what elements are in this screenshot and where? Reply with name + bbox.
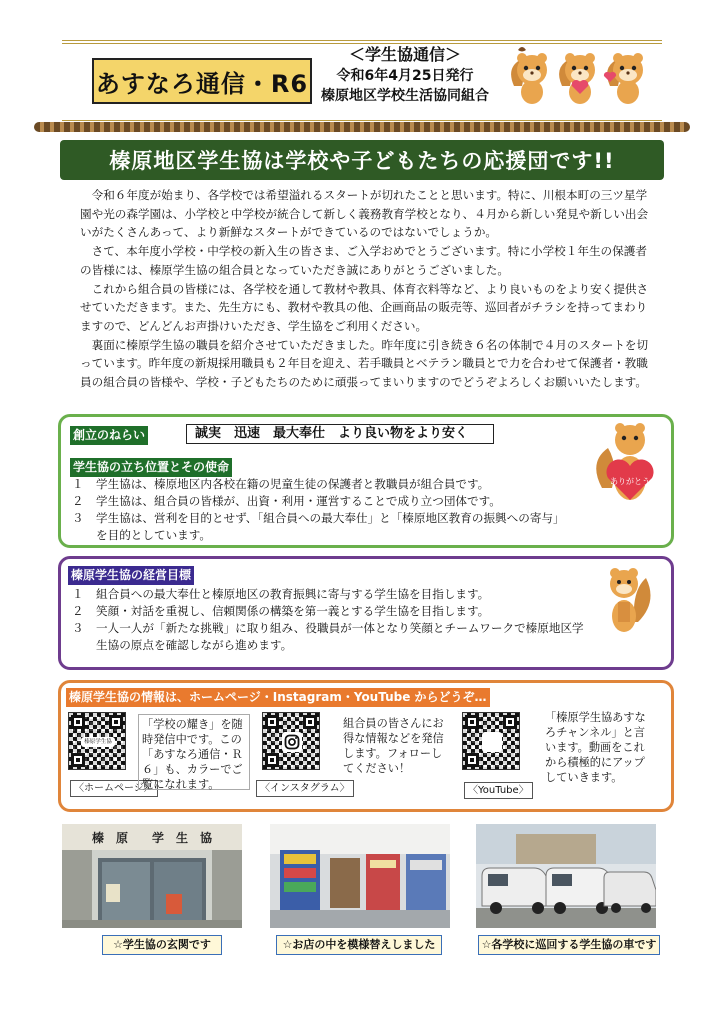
list-item (72, 603, 584, 620)
instagram-qr-code[interactable] (262, 712, 320, 770)
intro-paragraph: さて、本年度小学校・中学校の新入生の皆さま、ご入学おめでとうございます。特に小学校１年生の保護者の皆様には、榛原学生協の組合員となっていただき誠にありがとうございました。 (80, 244, 647, 277)
delivery-vans-photo (476, 824, 656, 928)
intro-paragraph: これから組合員の皆様には、各学校を通して教材や教具、体育衣料等など、より良いものをより安く提供させていただきます。また、先生方にも、教材や教具の他、企画商品の販売等、巡回者がチラシを持ってまわりますので、どんどんお声掛けいただき、学生協をご利用ください。 (80, 281, 649, 333)
intro-paragraph: 裏面に榛原学生協の職員を紹介させていただきました。昨年度に引き続き６名の体制で４月のスタートを切っています。昨年度の新規採用職員も２年目を迎え、若手職員とベテラン職員とで力を合わせて保護者・教職員の組合員の皆様や、学校・子どもたちのために頑張ってまいりますのでどうぞよろしくお願いいたします。 (80, 337, 649, 390)
list-number: ３ (72, 511, 84, 525)
list-number: １ (72, 587, 84, 601)
newsletter-title: あすなろ通信・R6 (92, 58, 312, 104)
founding-tag: 創立のねらい (70, 426, 148, 445)
list-number: １ (72, 477, 84, 491)
list-number: ３ (72, 621, 84, 635)
homepage-description: 「学校の耀き」を随時発信中です。この「あすなろ通信・Ｒ６」も、カラーでご覧になれます。 (138, 714, 250, 790)
motto-box: 誠実 迅速 最大奉仕 より良い物をより安く (186, 424, 494, 444)
entrance-sign: 榛 原 学 生 協 (91, 831, 213, 845)
squirrel-heart-mascot-icon (592, 418, 664, 510)
photo-caption: ☆学生協の玄関です (102, 935, 222, 955)
photo-caption: ☆各学校に巡回する学生協の車です (478, 935, 660, 955)
homepage-qr-code[interactable] (68, 712, 126, 770)
goals-list (72, 586, 584, 654)
entrance-photo (62, 824, 242, 928)
issue-org: 榛原地区学校生活協同組合 (321, 88, 489, 104)
squirrel-mascot-icon (598, 562, 660, 640)
info-tag: 榛原学生協の情報は、ホームページ・Instagram・YouTube からどうぞ… (66, 688, 490, 707)
list-number: ２ (72, 494, 84, 508)
photo-caption: ☆お店の中を模様替えしました (276, 935, 442, 955)
issue-info (320, 44, 490, 106)
youtube-description: 「榛原学生協あすなろチャンネル」と言います。動画をこれから積極的にアップしていきます。 (545, 711, 646, 784)
youtube-qr-code[interactable] (462, 712, 520, 770)
squirrel-mascots-header-icon (506, 42, 656, 108)
headline-banner (60, 140, 664, 180)
position-list (72, 476, 572, 544)
list-number: ２ (72, 604, 84, 618)
goals-tag: 榛原学生協の経営目標 (68, 566, 194, 585)
list-text: 学生協は、組合員の皆様が、出資・利用・運営することで成り立つ団体です。 (96, 494, 501, 508)
issue-date: 令和6年4月25日発行 (336, 68, 474, 84)
list-text: 笑顔・対話を重視し、信頼関係の構築を第一義とする学生協を目指します。 (96, 604, 490, 618)
position-tag: 学生協の立ち位置とその使命 (70, 458, 232, 477)
homepage-label: 〈ホームページ〉 (70, 780, 158, 797)
list-item (72, 620, 584, 654)
list-text: 一人一人が「新たな挑戦」に取り組み、役職員が一体となり笑顔とチームワークで榛原地区学生協の原点を確認しながら進めます。 (96, 621, 584, 652)
list-text: 学生協は、営利を目的とせず、「組合員への最大奉仕」と「榛原地区教育の振興への寄与」を目的としています。 (96, 511, 565, 542)
homepage-qr-caption: 榛原学生協 (84, 739, 112, 745)
headline-text: 榛原地区学生協は学校や子どもたちの応援団です!! (109, 149, 615, 173)
list-item (72, 493, 572, 510)
instagram-label: 〈インスタグラム〉 (256, 780, 354, 797)
list-item (72, 510, 572, 544)
intro-text (80, 186, 650, 392)
instagram-icon (284, 734, 300, 750)
list-item (72, 586, 584, 603)
store-interior-photo (270, 824, 450, 928)
intro-paragraph: 令和６年度が始まり、各学校では希望溢れるスタートが切れたことと思います。特に、川根本町の三ツ星学園や光の森学園は、小学校と中学校が統合して新しく義務教育学校となり、４月から新しい発見や新しい出会いがたくさんあって、より新鮮なスタートができているのではないでしょうか。 (80, 188, 649, 240)
youtube-label: 〈YouTube〉 (464, 782, 533, 799)
instagram-description: 組合員の皆さんにお得な情報などを発信します。フォローしてください！ (343, 717, 444, 775)
list-text: 組合員への最大奉仕と榛原地区の教育振興に寄与する学生協を目指します。 (96, 587, 490, 601)
list-text: 学生協は、榛原地区内各校在籍の児童生徒の保護者と教職員が組合員です。 (96, 477, 490, 491)
list-item (72, 476, 572, 493)
mascot-heart-text: ありがとう (610, 477, 650, 486)
issue-label: ＜学生協通信＞ (348, 45, 461, 64)
rope-divider (34, 122, 690, 132)
